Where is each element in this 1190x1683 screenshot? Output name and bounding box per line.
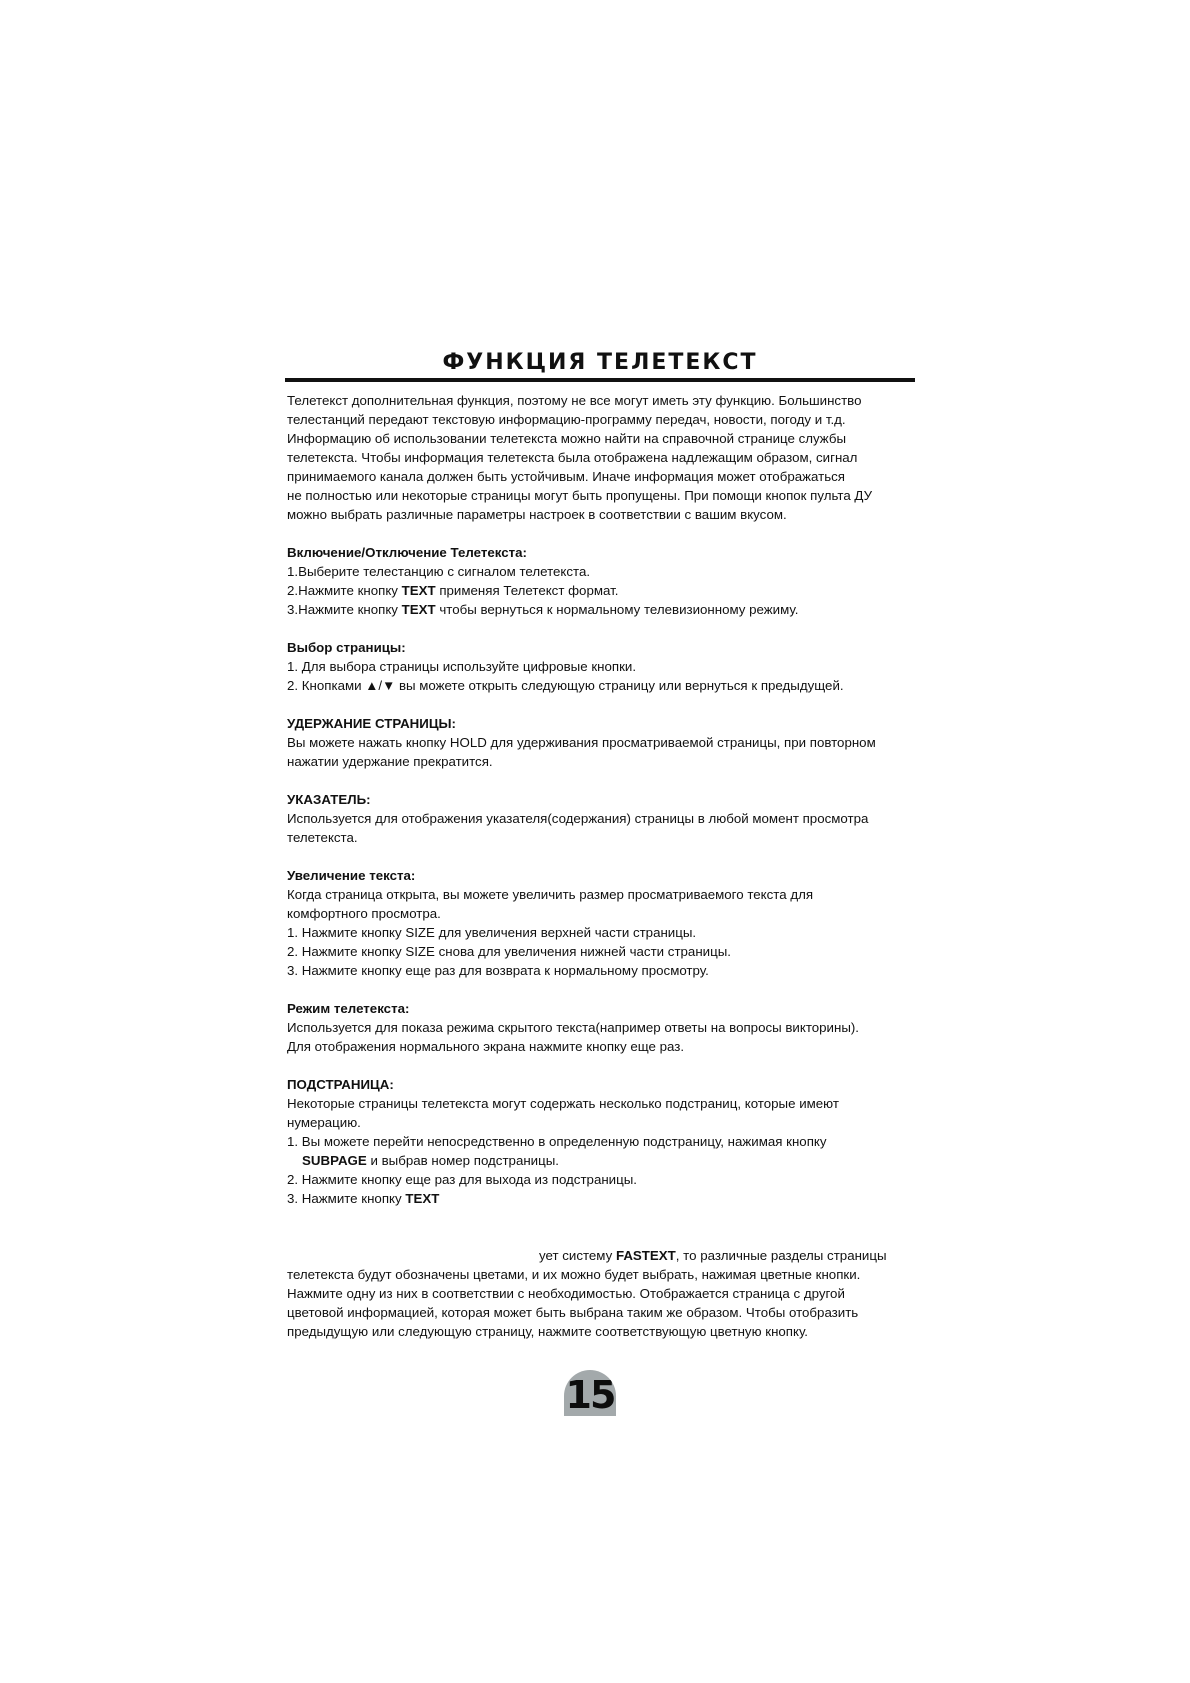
page-title: ФУНКЦИЯ ТЕЛЕТЕКСТ [442,350,758,375]
on-off-step-3 [287,600,927,619]
index-line: телетекста. [287,830,358,845]
hold-heading: УДЕРЖАНИЕ СТРАНИЦЫ: [287,716,456,731]
step-text: , то различные разделы страницы [675,1248,887,1263]
fastext-line: телетекста будут обозначены цветами, и их можно будет выбрать, нажимая цветные кнопки. [287,1267,861,1282]
enlarge-section [287,866,927,980]
page-select-step-1: 1. Для выбора страницы используйте цифровые кнопки. [287,659,637,674]
subpage-section [287,1075,927,1208]
intro-line: телестанций передают текстовую информацию-программу передач, новости, погоду и т.д. [287,412,846,427]
subpage-line: Некоторые страницы телетекста могут содержать несколько подстраниц, которые имеют [287,1096,839,1111]
fastext-section [287,1246,927,1341]
mode-heading: Режим телетекста: [287,1001,410,1016]
hold-section [287,714,927,771]
fastext-line: цветовой информацией, которая может быть выбрана таким же образом. Чтобы отобразить [287,1305,859,1320]
mode-line: Используется для показа режима скрытого текста(например ответы на вопросы викторины). [287,1020,859,1035]
hold-line: нажатии удержание прекратится. [287,754,493,769]
index-heading: УКАЗАТЕЛЬ: [287,792,371,807]
enlarge-step-1: 1. Нажмите кнопку SIZE для увеличения верхней части страницы. [287,925,697,940]
page-select-step-2: 2. Кнопками ▲/▼ вы можете открыть следующую страницу или вернуться к предыдущей. [287,678,844,693]
subpage-step-3 [287,1189,927,1208]
index-section [287,790,927,847]
fastext-line [287,1246,927,1265]
intro-line: Информацию об использовании телетекста можно найти на справочной странице службы [287,431,847,446]
on-off-heading: Включение/Отключение Телетекста: [287,545,527,560]
text-key-label: TEXT [401,583,436,598]
enlarge-line: комфортного просмотра. [287,906,441,921]
on-off-step-1: 1.Выберите телестанцию с сигналом телетекста. [287,564,591,579]
intro-line: принимаемого канала должен быть устойчивым. Иначе информация может отображаться [287,469,845,484]
mode-line: Для отображения нормального экрана нажмите кнопку еще раз. [287,1039,685,1054]
step-text: чтобы вернуться к нормальному телевизионному режиму. [435,602,799,617]
page-select-heading: Выбор страницы: [287,640,406,655]
mode-section [287,999,927,1056]
enlarge-line: Когда страница открыта, вы можете увеличить размер просматриваемого текста для [287,887,814,902]
enlarge-heading: Увеличение текста: [287,868,416,883]
intro-line: не полностью или некоторые страницы могут быть пропущены. При помощи кнопок пульта ДУ [287,488,873,503]
subpage-key-label: SUBPAGE [302,1153,367,1168]
subpage-step-2: 2. Нажмите кнопку еще раз для выхода из подстраницы. [287,1172,637,1187]
on-off-section [287,543,927,619]
step-text: 2.Нажмите кнопку [287,583,402,598]
enlarge-step-3: 3. Нажмите кнопку еще раз для возврата к нормальному просмотру. [287,963,709,978]
text-key-label: TEXT [405,1191,440,1206]
subpage-step-1: 1. Вы можете перейти непосредственно в определенную подстраницу, нажимая кнопку [287,1134,827,1149]
page-number-badge [564,1370,616,1416]
step-text: и выбрав номер подстраницы. [366,1153,559,1168]
hold-line: Вы можете нажать кнопку HOLD для удерживания просматриваемой страницы, при повторном [287,735,876,750]
fastext-line: предыдущую или следующую страницу, нажмите соответствующую цветную кнопку. [287,1324,808,1339]
page-number: 15 [565,1373,615,1416]
fastext-line: Нажмите одну из них в соответствии с необходимостью. Отображается страница с другой [287,1286,845,1301]
title-underline [285,378,915,382]
intro-line: можно выбрать различные параметры настроек в соответствии с вашим вкусом. [287,507,787,522]
index-line: Используется для отображения указателя(содержания) страницы в любой момент просмотра [287,811,869,826]
on-off-step-2 [287,581,927,600]
step-text: применяя Телетекст формат. [435,583,619,598]
intro-section [287,391,927,524]
step-text: ует систему [539,1248,616,1263]
text-key-label: TEXT [401,602,436,617]
fastext-key-label: FASTEXT [615,1248,676,1263]
subpage-step-1-continued [287,1151,927,1170]
step-text: 3. Нажмите кнопку [287,1191,406,1206]
enlarge-step-2: 2. Нажмите кнопку SIZE снова для увеличения нижней части страницы. [287,944,731,959]
subpage-line: нумерацию. [287,1115,361,1130]
intro-line: Телетекст дополнительная функция, поэтому не все могут иметь эту функцию. Большинство [287,393,862,408]
step-text: 3.Нажмите кнопку [287,602,402,617]
page-content [287,391,927,1341]
intro-line: телетекста. Чтобы информация телетекста была отображена надлежащим образом, сигнал [287,450,858,465]
subpage-heading: ПОДСТРАНИЦА: [287,1077,394,1092]
page-select-section [287,638,927,695]
